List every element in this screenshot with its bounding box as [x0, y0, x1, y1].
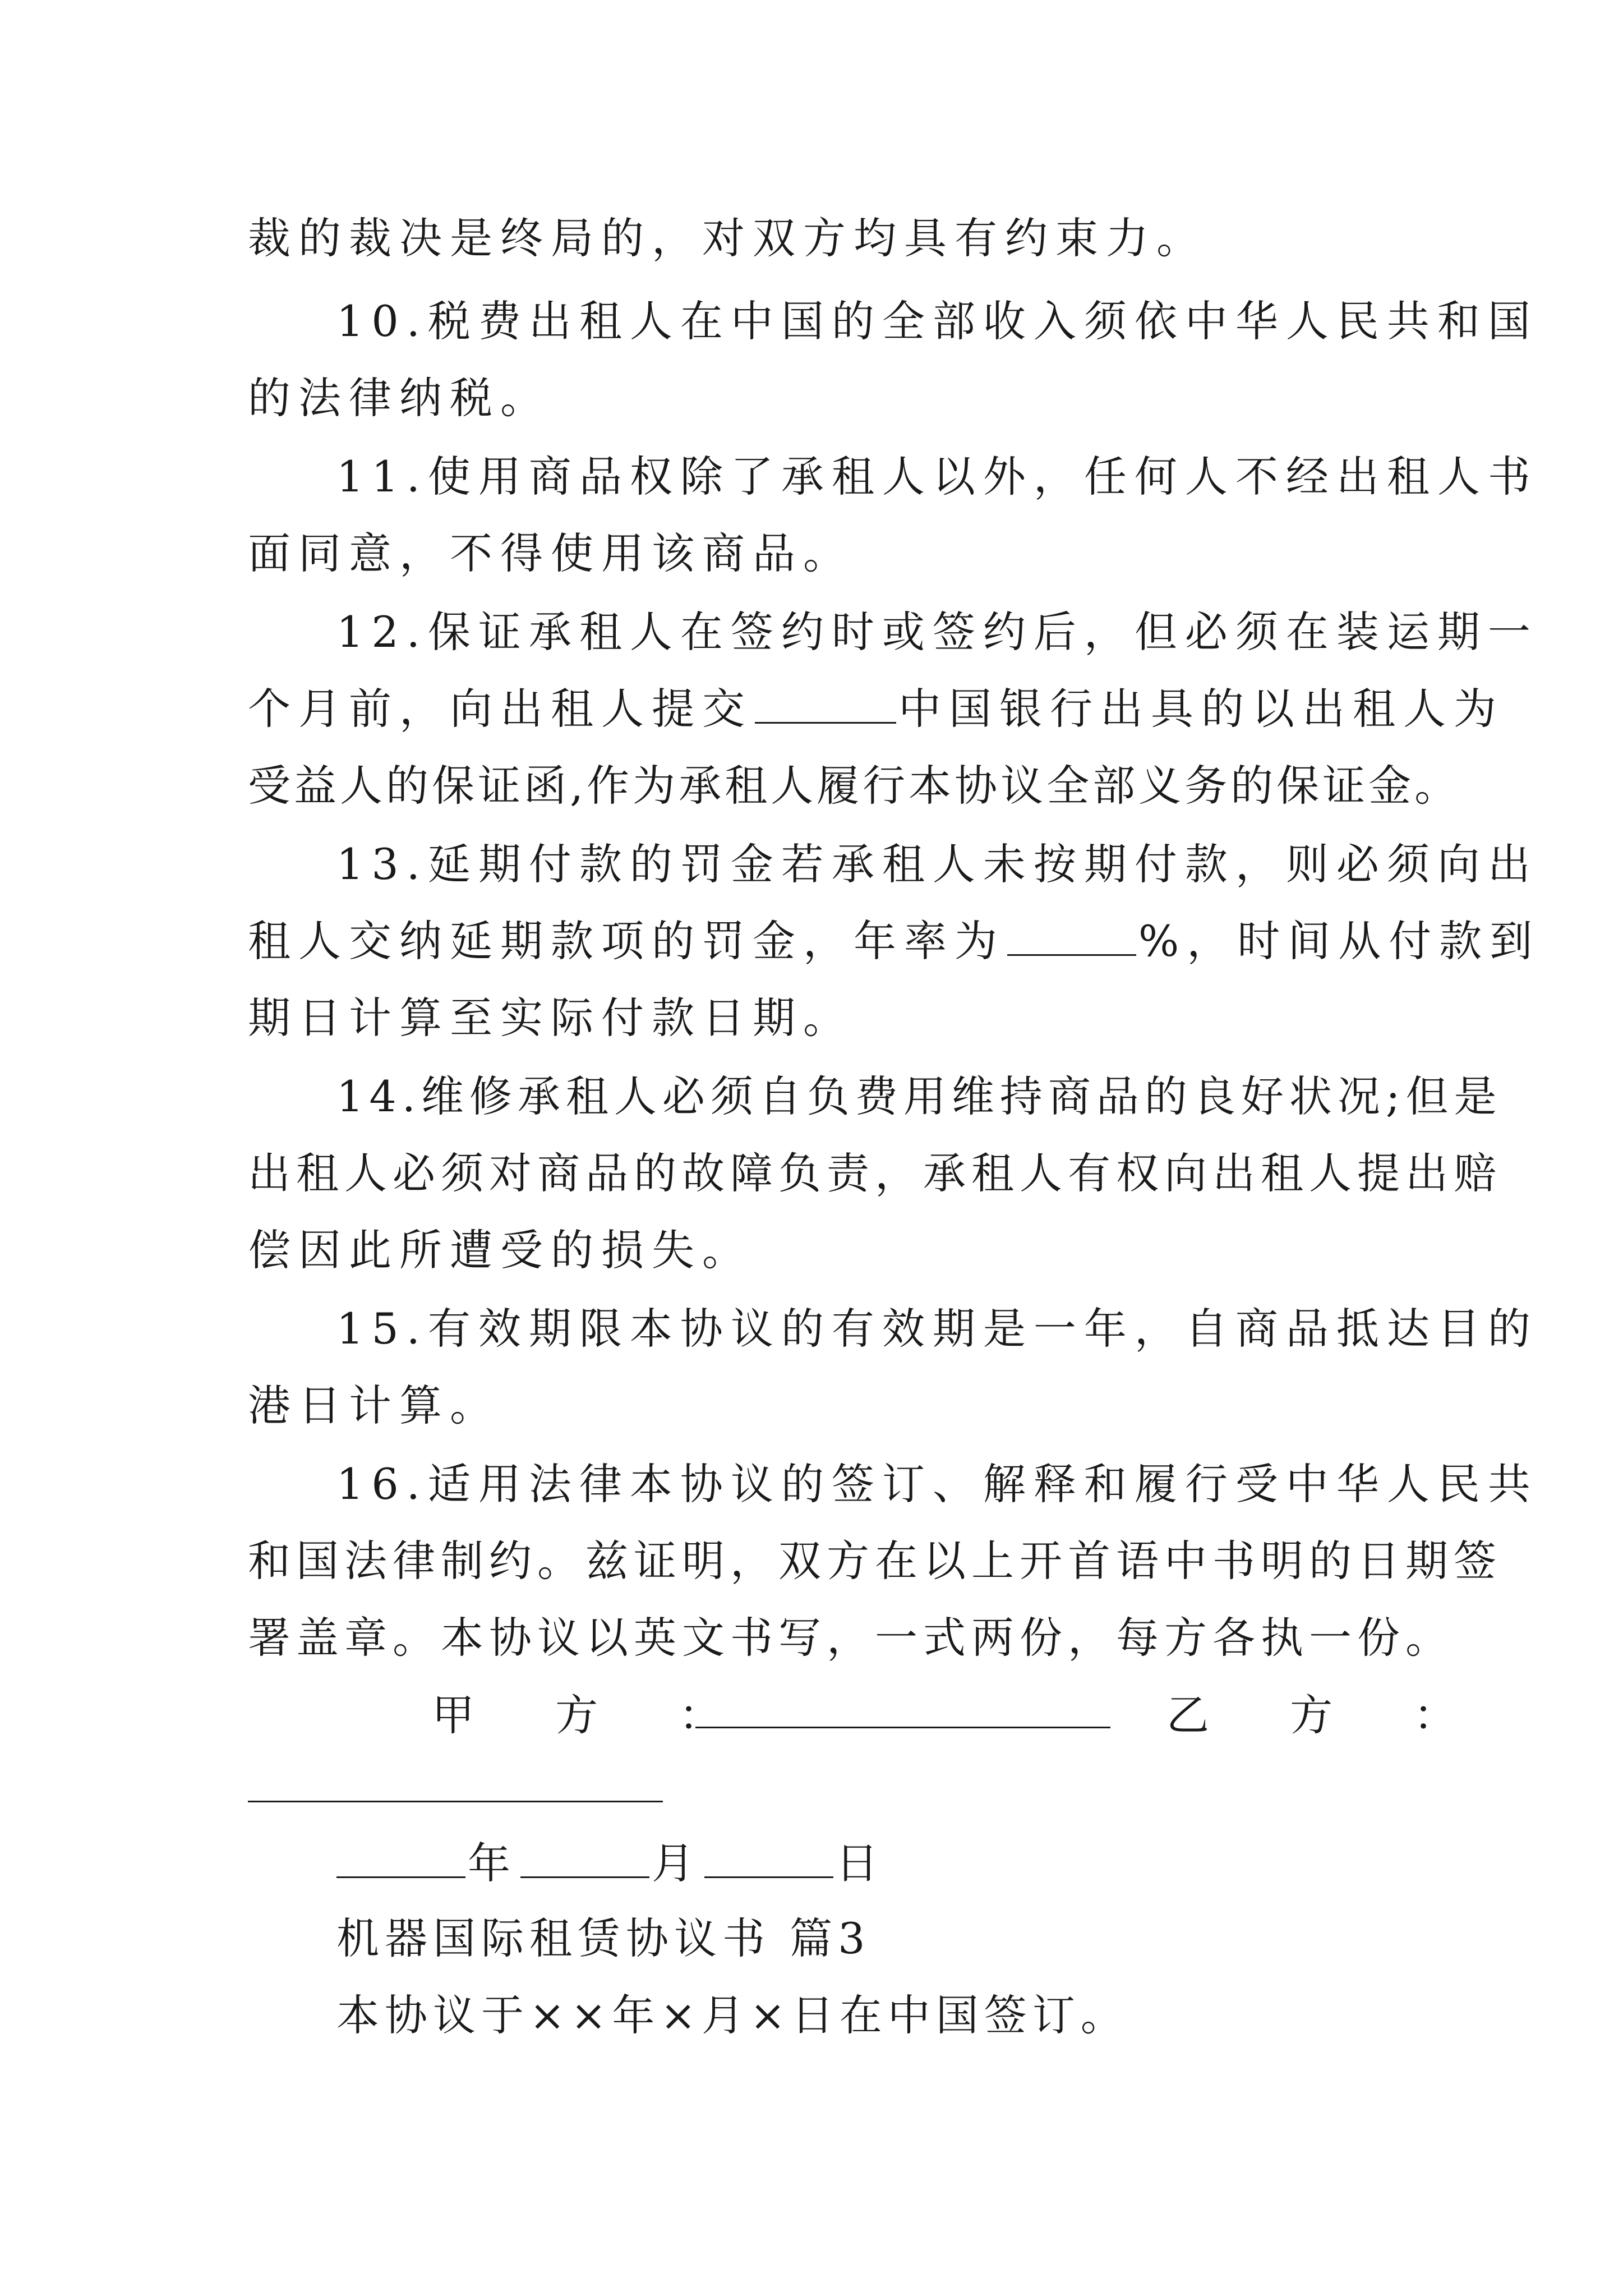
clause-10-line-2: 的法律纳税。 — [248, 373, 551, 423]
clause-10-line-1: 10.税费出租人在中国的全部收入须依中华人民共和国 — [336, 296, 1538, 346]
clause-16-line-2: 和国法律制约。兹证明，双方在以上开首语中书明的日期签 — [248, 1536, 1502, 1586]
year-label: 年 — [468, 1838, 518, 1888]
day-label: 日 — [836, 1838, 886, 1888]
clause-13-line-2 — [248, 908, 1540, 975]
clause-16-line-3: 署盖章。本协议以英文书写，一式两份，每方各执一份。 — [248, 1613, 1454, 1663]
clause-12-text-a: 个月前，向出租人提交 — [248, 684, 753, 734]
clause-11-line-2: 面同意，不得使用该商品。 — [248, 528, 854, 578]
party-b-signature-line — [248, 1801, 663, 1802]
clause-13-text-a: 租人交纳延期款项的罚金，年率为 — [248, 916, 1005, 966]
clause-12-line-2 — [248, 675, 1504, 743]
clause-14-line-2: 出租人必须对商品的故障负责，承租人有权向出租人提出赔 — [248, 1148, 1502, 1198]
clause-12-line-3: 受益人的保证函,作为承租人履行本协议全部义务的保证金。 — [248, 761, 1461, 811]
fill-in-blank — [755, 685, 896, 724]
clause-13-text-b: %，时间从付款到 — [1138, 916, 1541, 966]
party-a-signature-line — [695, 1727, 1110, 1728]
clause-14-line-3: 偿因此所遭受的损失。 — [248, 1225, 753, 1275]
party-b-label: 乙 方 ： — [1166, 1690, 1490, 1740]
fill-in-blank — [1007, 917, 1136, 956]
month-label: 月 — [652, 1838, 702, 1888]
month-blank — [520, 1839, 649, 1878]
clause-12-text-b: 中国银行出具的以出租人为 — [898, 684, 1504, 734]
paragraph-line: 裁的裁决是终局的，对双方均具有约束力。 — [248, 213, 1207, 263]
day-blank — [704, 1839, 833, 1878]
clause-14-line-1: 14.维修承租人必须自负费用维持商品的良好状况;但是 — [336, 1071, 1502, 1121]
clause-16-line-1: 16.适用法律本协议的签订、解释和履行受中华人民共 — [336, 1459, 1538, 1509]
clause-11-line-1: 11.使用商品权除了承租人以外，任何人不经出租人书 — [336, 452, 1538, 501]
clause-15-line-2: 港日计算。 — [248, 1381, 500, 1430]
clause-13-line-1: 13.延期付款的罚金若承租人未按期付款，则必须向出 — [336, 839, 1538, 889]
clause-15-line-1: 15.有效期限本协议的有效期是一年，自商品抵达目的 — [336, 1304, 1538, 1354]
clause-13-line-3: 期日计算至实际付款日期。 — [248, 993, 854, 1043]
party-a-label: 甲 方 ： — [432, 1690, 755, 1740]
year-blank — [336, 1839, 465, 1878]
section-title: 机器国际租赁协议书 篇3 — [336, 1913, 871, 1963]
date-line — [336, 1830, 886, 1897]
section-first-line: 本协议于××年×月×日在中国签订。 — [336, 1990, 1129, 2040]
clause-12-line-1: 12.保证承租人在签约时或签约后，但必须在装运期一 — [336, 607, 1538, 657]
